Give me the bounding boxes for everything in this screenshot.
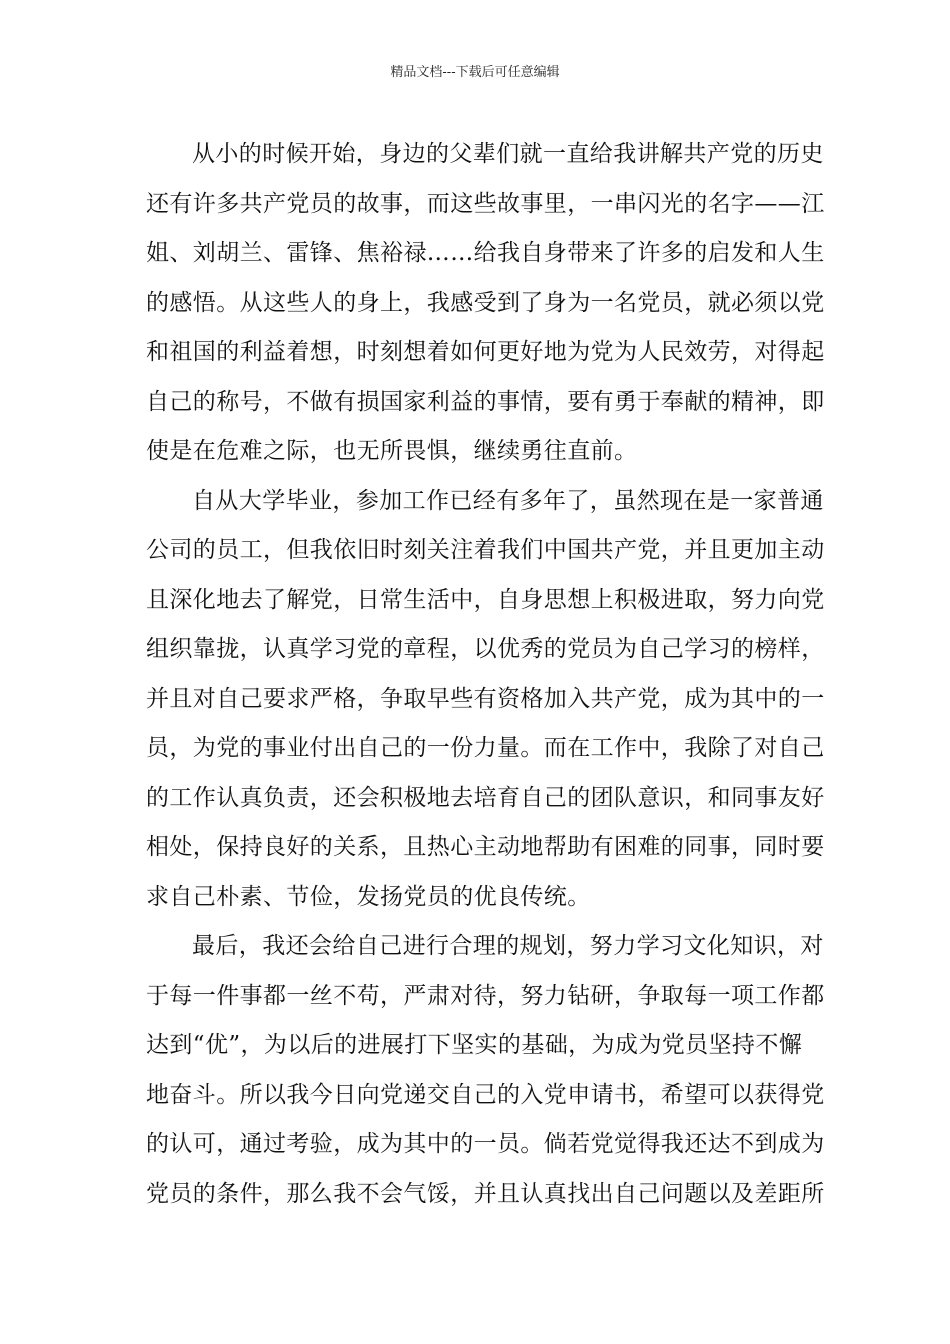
text-line: 求自己朴素、节俭，发扬党员的优良传统。 (146, 883, 591, 910)
text-line: 自己的称号，不做有损国家利益的事情，要有勇于奉献的精神，即 (146, 388, 825, 415)
text-line: 达到“优”，为以后的进展打下坚实的基础，为成为党员坚持不懈 (146, 1032, 803, 1058)
text-line: 并且对自己要求严格，争取早些有资格加入共产党，成为其中的一 (146, 685, 825, 712)
text-line: 于每一件事都一丝不苟，严肃对待，努力钻研，争取每一项工作都 (146, 982, 825, 1009)
text-line: 和祖国的利益着想，时刻想着如何更好地为党为人民效劳，对得起 (146, 339, 825, 365)
text-line: 组织靠拢，认真学习党的章程，以优秀的党员为自己学习的榜样， (146, 636, 825, 662)
text-line: 的认可，通过考验，成为其中的一员。倘若党觉得我还达不到成为 (146, 1131, 825, 1157)
text-line: 相处，保持良好的关系，且热心主动地帮助有困难的同事，同时要 (146, 834, 825, 860)
text-line: 地奋斗。所以我今日向党递交自己的入党申请书，希望可以获得党 (146, 1081, 825, 1108)
text-line: 的感悟。从这些人的身上，我感受到了身为一名党员，就必须以党 (146, 289, 825, 316)
text-line: 使是在危难之际，也无所畏惧，继续勇往直前。 (146, 438, 638, 464)
paragraph-2 (146, 477, 825, 923)
page-header: 精品文档---下载后可任意编辑 (390, 65, 560, 80)
text-line: 从小的时候开始，身边的父辈们就一直给我讲解共产党的历史 (192, 141, 824, 167)
paragraph-3 (146, 922, 825, 1219)
document-body (146, 130, 825, 1219)
text-line: 党员的条件，那么我不会气馁，并且认真找出自己问题以及差距所 (146, 1180, 825, 1207)
text-line: 员，为党的事业付出自己的一份力量。而在工作中，我除了对自己 (146, 735, 825, 761)
text-line: 最后，我还会给自己进行合理的规划，努力学习文化知识，对 (192, 933, 824, 959)
text-line: 的工作认真负责，还会积极地去培育自己的团队意识，和同事友好 (146, 784, 825, 811)
text-line: 自从大学毕业，参加工作已经有多年了，虽然现在是一家普通 (192, 487, 824, 514)
text-line: 公司的员工，但我依旧时刻关注着我们中国共产党，并且更加主动 (146, 537, 825, 563)
text-line: 还有许多共产党员的故事，而这些故事里，一串闪光的名字——江 (146, 190, 825, 217)
text-line: 姐、刘胡兰、雷锋、焦裕禄……给我自身带来了许多的启发和人生 (146, 240, 825, 266)
text-line: 且深化地去了解党，日常生活中，自身思想上积极进取，努力向党 (146, 586, 825, 613)
paragraph-1 (146, 130, 825, 477)
